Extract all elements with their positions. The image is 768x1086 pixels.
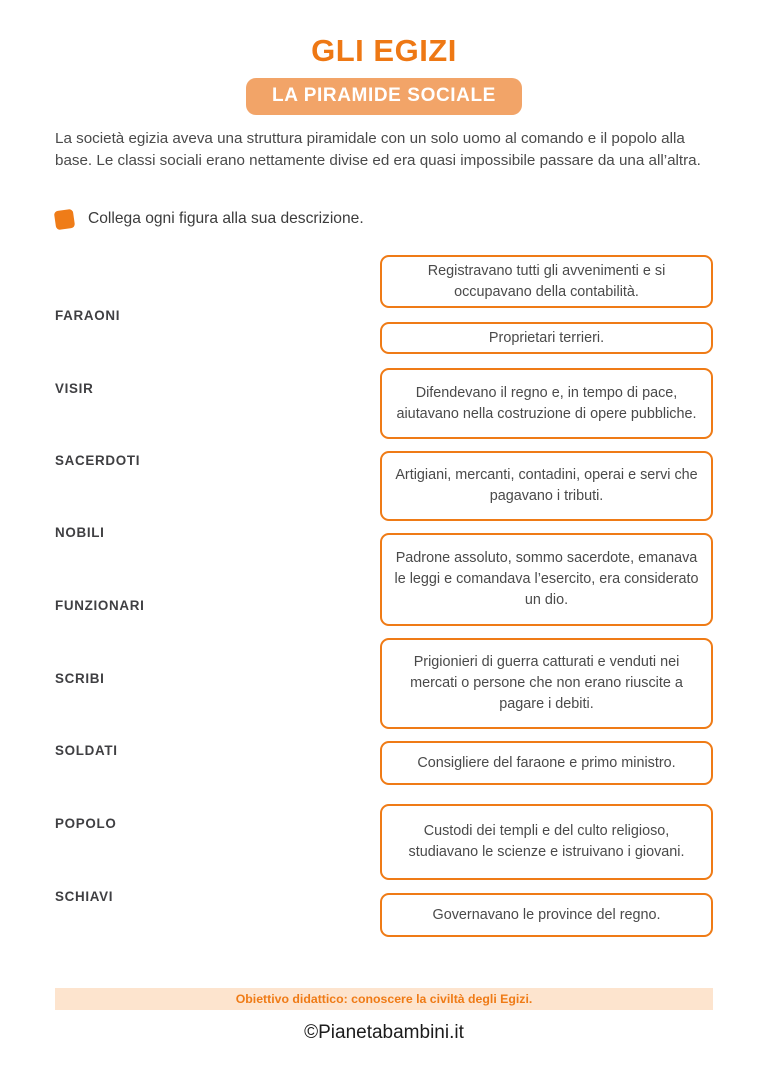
description-text: Custodi dei templi e del culto religioso, studiavano le scienze e istruivano i giovani. [408,823,685,860]
role-label[interactable]: SCRIBI [55,671,105,686]
role-label[interactable]: SOLDATI [55,743,118,758]
description-text: Difendevano il regno e, in tempo di pace, aiutavano nella costruzione di opere pubbliche. [396,384,697,422]
description-box[interactable] [380,322,713,354]
description-box[interactable] [380,804,713,880]
objective-text: Obiettivo didattico: conoscere la civiltà degli Egizi. [235,992,533,1006]
role-label[interactable]: SACERDOTI [55,453,141,468]
description-text: Proprietari terrieri. [488,329,605,346]
role-label[interactable]: FARAONI [55,308,121,323]
square-bullet-icon [54,209,75,230]
role-label[interactable]: FUNZIONARI [55,598,145,613]
description-box[interactable] [380,451,713,521]
description-box[interactable] [380,533,713,626]
description-text: Governavano le province del regno. [432,906,661,923]
description-text: Registravano tutti gli avvenimenti e si occupavano della contabilità. [427,262,666,300]
page-title: GLI EGIZI [311,33,457,68]
role-label[interactable]: POPOLO [55,816,117,831]
role-label[interactable]: VISIR [55,381,94,396]
subtitle-container [0,78,768,115]
matching-exercise [0,248,768,948]
description-box-column [0,248,768,948]
role-label[interactable]: SCHIAVI [55,889,114,904]
intro-paragraph: La società egizia aveva una struttura piramidale con un solo uomo al comando e il popolo alla base. Le classi sociali erano nettamente divise ed era quasi impossibile passare da una all’altra. [55,130,701,169]
role-label[interactable]: NOBILI [55,525,105,540]
instruction-row [55,208,715,234]
description-text: Prigionieri di guerra catturati e venduti nei mercati o persone che non erano riuscite a pagare i debiti. [410,654,683,712]
description-box[interactable] [380,255,713,308]
description-text: Artigiani, mercanti, contadini, operai e servi che pagavano i tributi. [395,467,698,504]
description-box[interactable] [380,368,713,439]
description-box[interactable] [380,741,713,785]
description-text: Padrone assoluto, sommo sacerdote, emanava le leggi e comandava l’esercito, era considerato un dio. [394,550,699,608]
objective-banner [55,988,713,1010]
instruction-text: Collega ogni figura alla sua descrizione. [88,210,364,227]
description-box[interactable] [380,638,713,729]
credit-line: ©Pianetabambini.it [304,1022,464,1043]
subtitle-badge: LA PIRAMIDE SOCIALE [246,78,522,115]
description-box[interactable] [380,893,713,937]
description-text: Consigliere del faraone e primo ministro. [417,754,676,771]
